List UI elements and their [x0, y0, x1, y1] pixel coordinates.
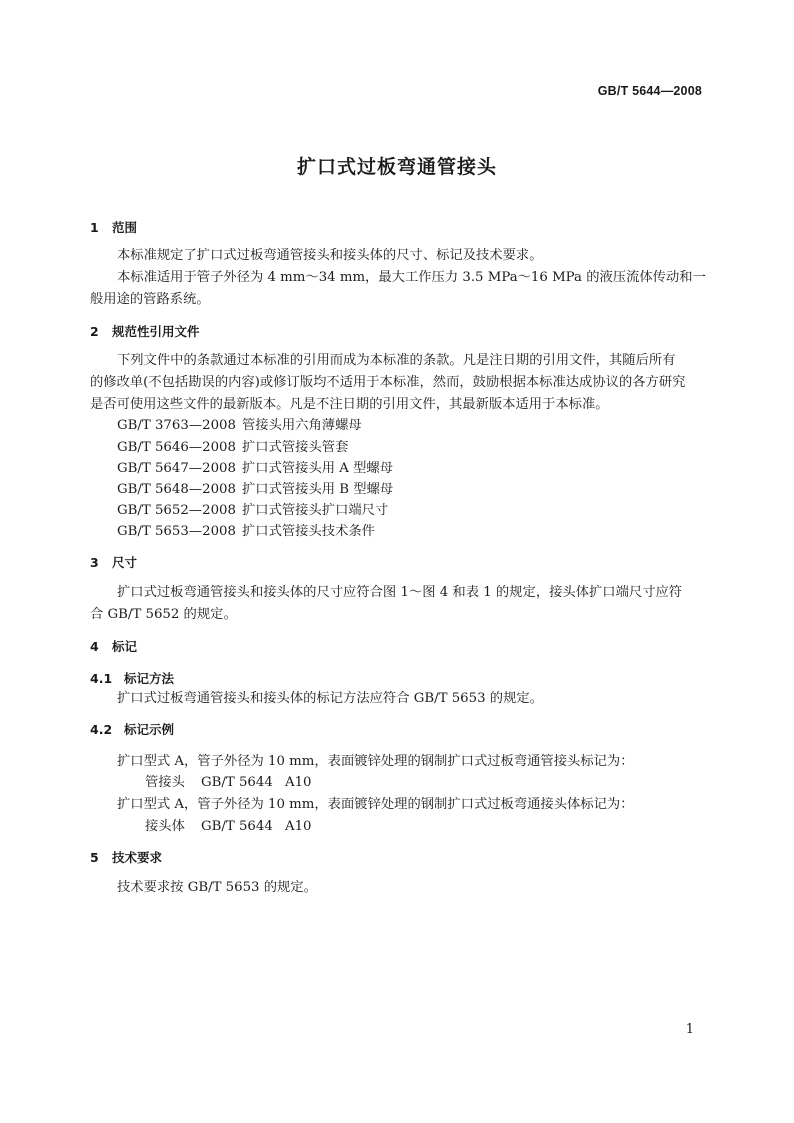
- paragraph: 的修改单(不包括勘误的内容)或修订版均不适用于本标准，然而，鼓励根据本标准达成协议的各方研究: [90, 375, 686, 390]
- section-number: 5: [90, 850, 99, 865]
- paragraph: 扩口型式 A，管子外径为 10 mm，表面镀锌处理的钢制扩口式过板弯通接头体标记为：: [117, 797, 634, 812]
- marking-standard: GB/T 5644: [201, 819, 273, 834]
- section-title: 技术要求: [112, 850, 163, 865]
- marking-code: A10: [285, 775, 312, 790]
- section-4-heading: [90, 637, 137, 656]
- section-title: 范围: [112, 220, 138, 235]
- section-title: 标记示例: [124, 722, 175, 737]
- section-title: 标记: [112, 639, 138, 654]
- paragraph: 般用途的管路系统。: [90, 292, 210, 307]
- reference-item: [117, 501, 388, 520]
- reference-code: GB/T 5646—2008: [117, 440, 236, 455]
- marking-standard: GB/T 5644: [201, 775, 273, 790]
- section-1-heading: [90, 218, 137, 237]
- section-3-heading: [90, 553, 137, 572]
- section-4-2-heading: [90, 720, 174, 739]
- marking-name: 接头体: [145, 819, 185, 834]
- section-number: 2: [90, 324, 99, 339]
- paragraph: 下列文件中的条款通过本标准的引用而成为本标准的条款。凡是注日期的引用文件，其随后所有: [117, 353, 676, 368]
- reference-title: 扩口式管接头扩口端尺寸: [242, 503, 389, 518]
- paragraph: 本标准适用于管子外径为 4 mm～34 mm，最大工作压力 3.5 MPa～16 MPa 的液压流体传动和一: [117, 270, 706, 285]
- section-number: 4.2: [90, 722, 113, 737]
- section-number: 1: [90, 220, 99, 235]
- reference-code: GB/T 5653—2008: [117, 524, 236, 539]
- marking-example: [145, 817, 312, 836]
- reference-title: 扩口式管接头用 A 型螺母: [242, 461, 394, 476]
- standard-number: GB/T 5644—2008: [597, 84, 702, 98]
- reference-item: [117, 459, 393, 478]
- section-number: 3: [90, 555, 99, 570]
- reference-code: GB/T 5652—2008: [117, 503, 236, 518]
- paragraph: 技术要求按 GB/T 5653 的规定。: [117, 880, 317, 895]
- reference-item: [117, 416, 362, 435]
- reference-title: 扩口式管接头用 B 型螺母: [242, 482, 394, 497]
- paragraph: 本标准规定了扩口式过板弯通管接头和接头体的尺寸、标记及技术要求。: [117, 248, 543, 263]
- reference-item: [117, 522, 375, 541]
- section-number: 4.1: [90, 671, 113, 686]
- reference-code: GB/T 5648—2008: [117, 482, 236, 497]
- reference-code: GB/T 3763—2008: [117, 418, 236, 433]
- reference-title: 管接头用六角薄螺母: [242, 418, 362, 433]
- reference-code: GB/T 5647—2008: [117, 461, 236, 476]
- paragraph: 扩口式过板弯通管接头和接头体的尺寸应符合图 1～图 4 和表 1 的规定，接头体扩口端尺寸应符: [117, 585, 683, 600]
- paragraph: 扩口型式 A，管子外径为 10 mm，表面镀锌处理的钢制扩口式过板弯通管接头标记为：: [117, 754, 634, 769]
- section-title: 规范性引用文件: [112, 324, 200, 339]
- section-2-heading: [90, 322, 200, 341]
- marking-example: [145, 773, 312, 792]
- paragraph: 是否可使用这些文件的最新版本。凡是不注日期的引用文件，其最新版本适用于本标准。: [90, 397, 609, 412]
- section-5-heading: [90, 848, 162, 867]
- marking-name: 管接头: [145, 775, 185, 790]
- section-title: 标记方法: [124, 671, 175, 686]
- page-number: 1: [685, 1022, 694, 1037]
- reference-title: 扩口式管接头技术条件: [242, 524, 375, 539]
- page-title: 扩口式过板弯通管接头: [296, 156, 497, 178]
- reference-item: [117, 438, 348, 457]
- paragraph: 扩口式过板弯通管接头和接头体的标记方法应符合 GB/T 5653 的规定。: [117, 691, 543, 706]
- section-title: 尺寸: [112, 555, 138, 570]
- paragraph: 合 GB/T 5652 的规定。: [90, 607, 237, 622]
- reference-item: [117, 480, 393, 499]
- section-4-1-heading: [90, 669, 174, 688]
- section-number: 4: [90, 639, 99, 654]
- reference-title: 扩口式管接头管套: [242, 440, 349, 455]
- marking-code: A10: [285, 819, 312, 834]
